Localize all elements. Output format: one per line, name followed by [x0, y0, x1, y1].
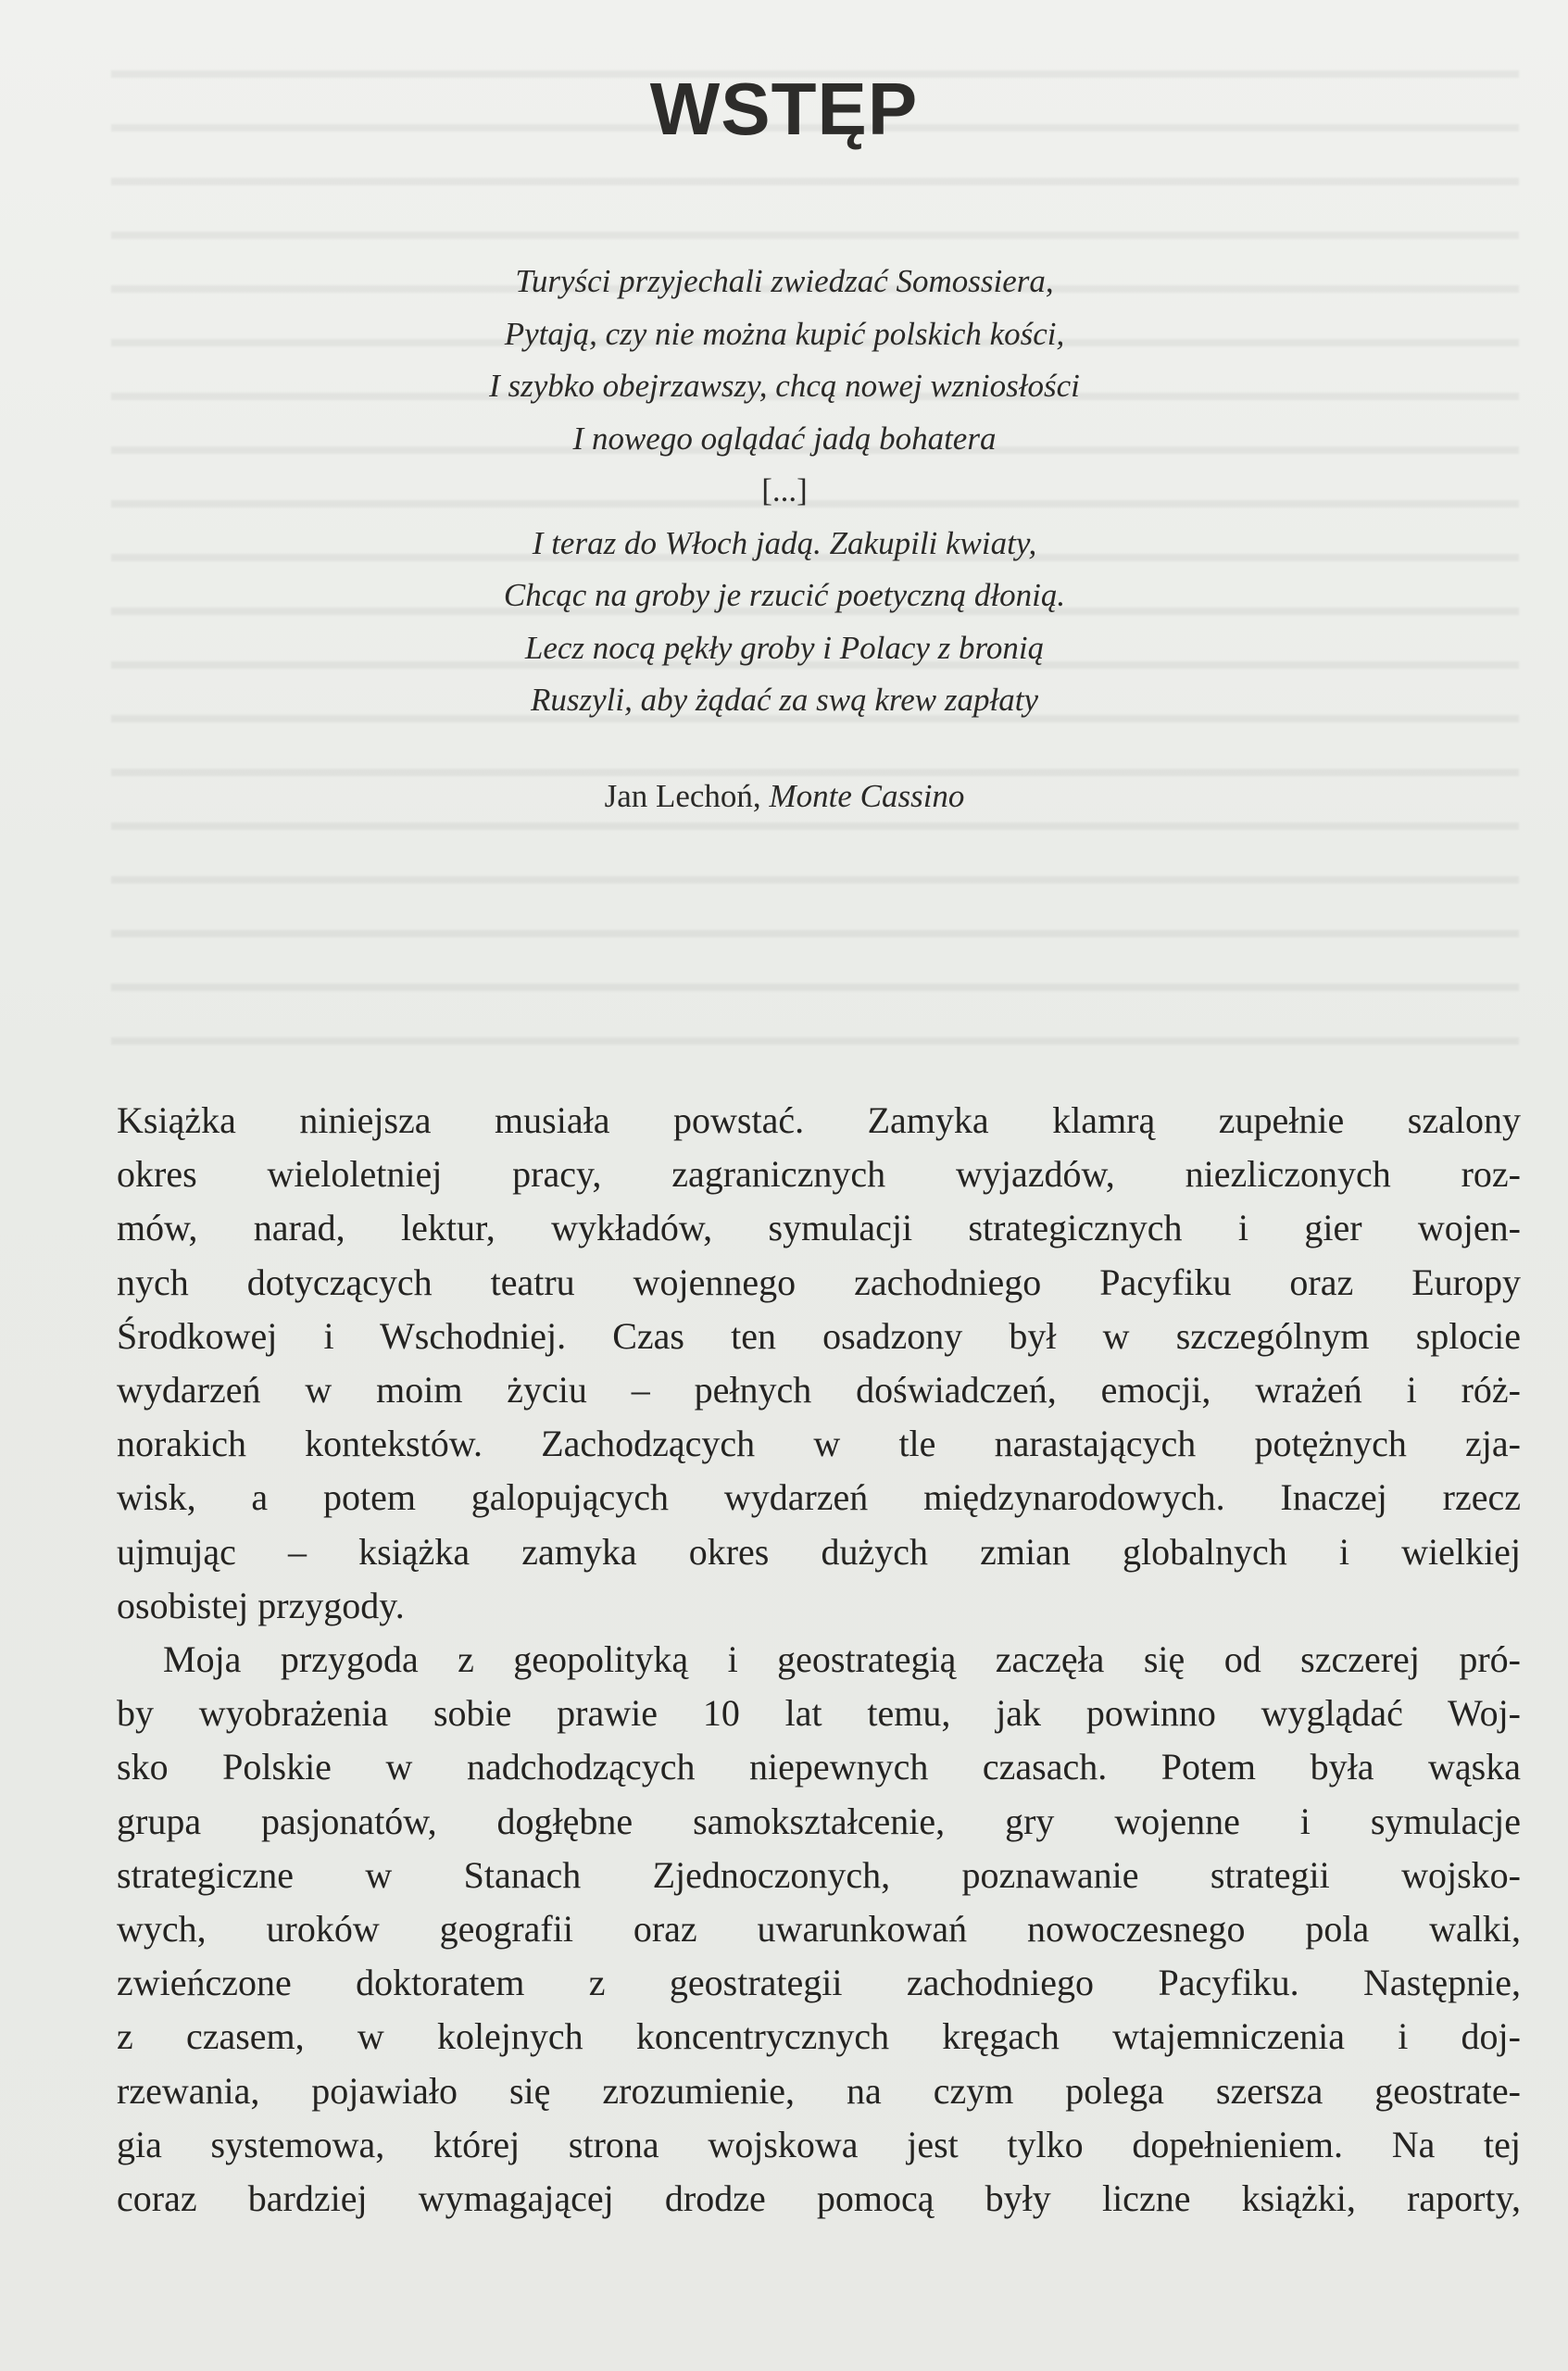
text-line: rzewania, pojawiało się zrozumienie, na czym polega szersza geostrate- — [117, 2069, 1521, 2112]
text-line: Moja przygoda z geopolityką i geostrategią zaczęła się od szczerej pró- — [163, 1638, 1521, 1681]
text-line: Książka niniejsza musiała powstać. Zamyka klamrą zupełnie szalony — [117, 1099, 1521, 1141]
epigraph-author: Jan Lechoń, — [604, 778, 761, 814]
text-line: sko Polskie w nadchodzących niepewnych czasach. Potem była wąska — [117, 1746, 1521, 1788]
epigraph-line: Pytają, czy nie można kupić polskich kości, — [504, 315, 1065, 352]
epigraph-work-title: Monte Cassino — [769, 778, 965, 814]
epigraph — [0, 256, 1568, 727]
paragraph — [117, 1633, 1521, 2226]
text-line: zwieńczone doktoratem z geostrategii zachodniego Pacyfiku. Następnie, — [117, 1962, 1521, 2004]
text-line: gia systemowa, której strona wojskowa jest tylko dopełnieniem. Na tej — [117, 2123, 1521, 2165]
chapter-title: WSTĘP — [649, 68, 919, 150]
epigraph-attribution — [0, 778, 1568, 815]
paragraph — [117, 1094, 1521, 1633]
text-line: wych, uroków geografii oraz uwarunkowań nowoczesnego pola walki, — [117, 1908, 1521, 1951]
epigraph-ellipsis: [...] — [761, 472, 808, 508]
text-line: nych dotyczących teatru wojennego zachodniego Pacyfiku oraz Europy — [117, 1261, 1521, 1303]
epigraph-line: Chcąc na groby je rzucić poetyczną dłonią. — [503, 577, 1066, 613]
epigraph-line: I szybko obejrzawszy, chcą nowej wzniosłości — [489, 368, 1080, 404]
text-line: coraz bardziej wymagającej drodze pomocą były liczne książki, raporty, — [117, 2177, 1521, 2220]
text-line: grupa pasjonatów, dogłębne samokształcenie, gry wojenne i symulacje — [117, 1800, 1521, 1842]
epigraph-line: I teraz do Włoch jadą. Zakupili kwiaty, — [532, 524, 1037, 561]
text-line: wydarzeń w moim życiu – pełnych doświadczeń, emocji, wrażeń i róż- — [117, 1369, 1521, 1411]
text-line: strategiczne w Stanach Zjednoczonych, poznawanie strategii wojsko- — [117, 1853, 1521, 1896]
body-text — [117, 1094, 1521, 2226]
text-line: by wyobrażenia sobie prawie 10 lat temu, jak powinno wyglądać Woj- — [117, 1692, 1521, 1735]
text-line: mów, narad, lektur, wykładów, symulacji strategicznych i gier wojen- — [117, 1207, 1521, 1249]
epigraph-line: I nowego oglądać jadą bohatera — [572, 420, 997, 457]
epigraph-line: Turyści przyjechali zwiedzać Somossiera, — [515, 263, 1054, 299]
text-line: Środkowej i Wschodniej. Czas ten osadzony był w szczególnym splocie — [117, 1314, 1521, 1357]
text-line: norakich kontekstów. Zachodzących w tle narastających potężnych zja- — [117, 1423, 1521, 1465]
text-line: okres wieloletniej pracy, zagranicznych wyjazdów, niezliczonych roz- — [117, 1153, 1521, 1196]
text-line: wisk, a potem galopujących wydarzeń międzynarodowych. Inaczej rzecz — [117, 1476, 1521, 1519]
text-line: z czasem, w kolejnych koncentrycznych kręgach wtajemniczenia i doj- — [117, 2015, 1521, 2058]
epigraph-line: Ruszyli, aby żądać za swą krew zapłaty — [531, 682, 1038, 718]
text-line: ujmując – książka zamyka okres dużych zmian globalnych i wielkiej — [117, 1530, 1521, 1573]
epigraph-line: Lecz nocą pękły groby i Polacy z bronią — [524, 629, 1045, 666]
text-line: osobistej przygody. — [117, 1584, 405, 1626]
